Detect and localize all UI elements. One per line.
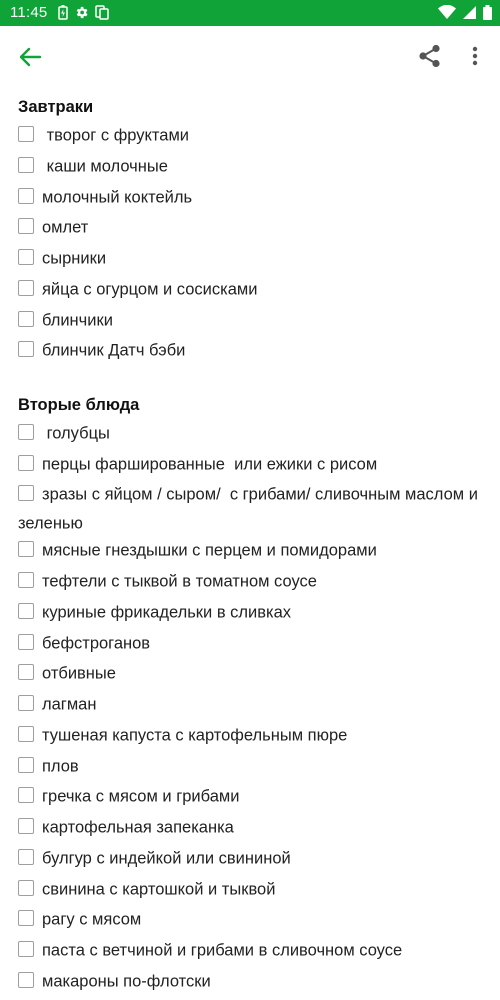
checklist-item[interactable]: гречка с мясом и грибами (18, 782, 488, 811)
checklist-item[interactable]: макароны по-флотски (18, 967, 488, 996)
checkbox[interactable] (18, 695, 34, 711)
app-toolbar (0, 26, 500, 86)
checkbox[interactable] (18, 218, 34, 234)
checklist-item[interactable]: бефстроганов (18, 629, 488, 658)
section-title-breakfasts: Завтраки (18, 98, 94, 116)
checkbox[interactable] (18, 455, 34, 471)
checkbox[interactable] (18, 757, 34, 773)
checklist-item[interactable]: блинчики (18, 306, 488, 335)
checkbox[interactable] (18, 157, 34, 173)
checkbox[interactable] (18, 972, 34, 988)
more-vert-icon (468, 42, 482, 70)
checklist-item[interactable]: молочный коктейль (18, 183, 488, 212)
checklist-item[interactable]: перцы фаршированные или ежики с рисом (18, 450, 488, 479)
checklist-item[interactable]: каши молочные (18, 152, 488, 181)
status-system-icons (438, 5, 492, 20)
checklist-item[interactable]: яйца с огурцом и сосисками (18, 275, 488, 304)
checklist-item[interactable]: картофельная запеканка (18, 813, 488, 842)
checkbox[interactable] (18, 941, 34, 957)
status-notification-icons (58, 5, 109, 20)
checklist-item[interactable]: рагу с мясом (18, 905, 488, 934)
settings-gear-icon (74, 5, 89, 20)
checklist-item[interactable]: омлет (18, 213, 488, 242)
screenshot-icon (95, 5, 109, 20)
checklist-item[interactable]: блинчик Датч бэби (18, 336, 488, 365)
checkbox[interactable] (18, 188, 34, 204)
checklist-item[interactable]: лагман (18, 690, 488, 719)
status-time: 11:45 (10, 4, 48, 21)
checkbox[interactable] (18, 249, 34, 265)
checkbox[interactable] (18, 726, 34, 742)
checklist-item[interactable]: голубцы (18, 419, 488, 448)
checkbox[interactable] (18, 880, 34, 896)
checklist-item[interactable]: мясные гнездышки с перцем и помидорами (18, 536, 488, 565)
checkbox[interactable] (18, 818, 34, 834)
checklist-item[interactable]: тефтели с тыквой в томатном соусе (18, 567, 488, 596)
checkbox[interactable] (18, 485, 34, 501)
checklist-item[interactable]: плов (18, 752, 488, 781)
checkbox[interactable] (18, 311, 34, 327)
checkbox[interactable] (18, 541, 34, 557)
checklist-item[interactable]: паста с ветчиной и грибами в сливочном соусе (18, 936, 488, 965)
checkbox[interactable] (18, 126, 34, 142)
arrow-left-icon (14, 42, 46, 72)
checklist-item[interactable]: свинина с картошкой и тыквой (18, 875, 488, 904)
wifi-icon (438, 5, 456, 20)
checkbox[interactable] (18, 849, 34, 865)
share-button[interactable] (416, 42, 444, 70)
checkbox[interactable] (18, 603, 34, 619)
status-bar (0, 0, 500, 26)
checkbox[interactable] (18, 910, 34, 926)
checklist-item[interactable]: булгур с индейкой или свининой (18, 844, 488, 873)
checkbox[interactable] (18, 787, 34, 803)
battery-icon (483, 5, 492, 20)
checkbox[interactable] (18, 424, 34, 440)
checkbox[interactable] (18, 634, 34, 650)
more-options-button[interactable] (468, 42, 482, 70)
checklist-item[interactable]: куриные фрикадельки в сливках (18, 598, 488, 627)
checkbox[interactable] (18, 280, 34, 296)
checklist-item[interactable]: тушеная капуста с картофельным пюре (18, 721, 488, 750)
checkbox[interactable] (18, 341, 34, 357)
section-title-main-courses: Вторые блюда (18, 396, 140, 414)
checklist-item[interactable]: сырники (18, 244, 488, 273)
checkbox[interactable] (18, 664, 34, 680)
checkbox[interactable] (18, 572, 34, 588)
checklist-item[interactable]: отбивные (18, 659, 488, 688)
signal-icon (462, 5, 477, 20)
checklist-item[interactable]: зразы с яйцом / сыром/ с грибами/ сливочным маслом и зеленью (18, 485, 483, 533)
checklist-item[interactable]: творог с фруктами (18, 121, 488, 150)
share-icon (416, 42, 444, 70)
back-button[interactable] (14, 42, 46, 72)
battery-charging-icon (58, 5, 68, 20)
